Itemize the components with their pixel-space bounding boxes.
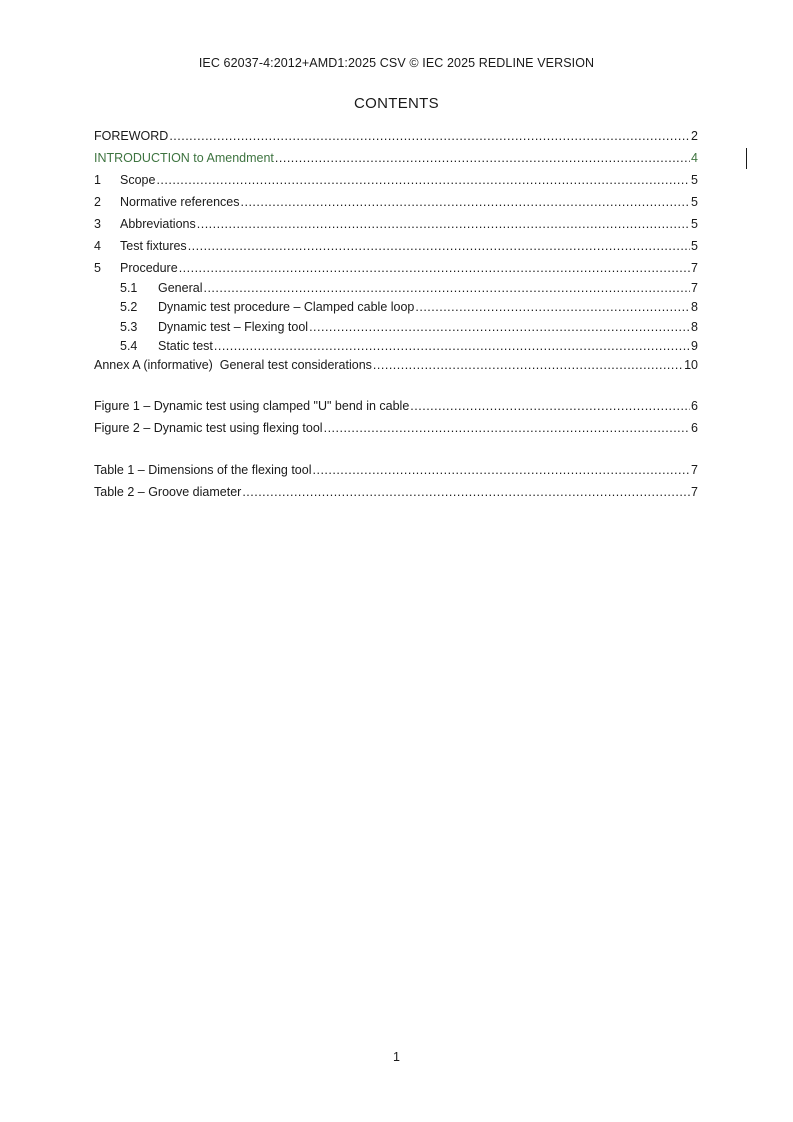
- toc-entry-dynamic-flexing[interactable]: [94, 318, 698, 337]
- dot-leader: [242, 481, 690, 503]
- toc-entry-text: Table 2 – Groove diameter: [94, 485, 242, 500]
- dot-leader: [241, 191, 691, 213]
- toc-entry-scope[interactable]: [94, 169, 698, 191]
- toc-entry-number: 5.1: [120, 281, 138, 295]
- toc-entry-text: Figure 1 – Dynamic test using clamped "U" bend in cable: [94, 399, 410, 414]
- toc-entry-procedure[interactable]: [94, 257, 698, 279]
- toc-entry-foreword[interactable]: [94, 125, 698, 147]
- toc-entry-normative-references[interactable]: [94, 191, 698, 213]
- toc-entry-text: Abbreviations: [120, 217, 196, 231]
- dot-leader: [188, 235, 690, 257]
- change-bar: [746, 148, 747, 169]
- dot-leader: [214, 337, 690, 356]
- toc-entry-number: 5.2: [120, 300, 138, 315]
- dot-leader: [324, 417, 690, 439]
- toc-entry-page: 5: [691, 195, 698, 209]
- dot-leader: [169, 125, 690, 147]
- toc-entry-table-2[interactable]: [94, 481, 698, 503]
- toc-entry-page: 6: [691, 421, 698, 436]
- toc-entry-page: 2: [691, 129, 698, 143]
- toc-entry-number: 5.4: [120, 338, 138, 353]
- toc-entry-static-test[interactable]: [94, 337, 698, 356]
- toc-entry-text: Figure 2 – Dynamic test using flexing tool: [94, 421, 323, 436]
- section-gap: [94, 439, 698, 459]
- toc-entry-number: 5: [94, 261, 101, 275]
- toc-entry-test-fixtures[interactable]: [94, 235, 698, 257]
- toc-entry-page: 8: [691, 300, 698, 315]
- document-header: IEC 62037-4:2012+AMD1:2025 CSV © IEC 2025 REDLINE VERSION: [198, 56, 595, 70]
- toc-entry-page: 9: [691, 338, 698, 353]
- dot-leader: [203, 279, 690, 298]
- toc-entry-page: 10: [684, 358, 698, 373]
- toc-entry-dynamic-clamped[interactable]: [94, 298, 698, 317]
- toc-entry-text: Static test: [158, 338, 213, 353]
- dot-leader: [179, 257, 690, 279]
- toc-entry-introduction[interactable]: [94, 147, 698, 169]
- toc-entry-figure-2[interactable]: [94, 417, 698, 439]
- toc-entry-number: 5.3: [120, 319, 138, 334]
- toc-entry-page: 6: [691, 399, 698, 414]
- toc-entry-page: 5: [691, 217, 698, 231]
- toc-entry-page: 7: [691, 463, 698, 478]
- toc-entry-text: INTRODUCTION to Amendment: [94, 151, 274, 165]
- dot-leader: [410, 395, 690, 417]
- toc-entry-abbreviations[interactable]: [94, 213, 698, 235]
- toc-entry-number: 1: [94, 173, 101, 187]
- toc-entry-text: Test fixtures: [120, 239, 187, 253]
- toc-entry-page: 4: [691, 151, 698, 165]
- toc-entry-number: 2: [94, 195, 101, 209]
- toc-entry-number: 4: [94, 239, 101, 253]
- dot-leader: [313, 459, 691, 481]
- toc-entry-annex-a[interactable]: [94, 356, 698, 375]
- toc-entry-number: 3: [94, 217, 101, 231]
- table-of-contents: [94, 125, 698, 503]
- toc-entry-figure-1[interactable]: [94, 395, 698, 417]
- toc-entry-page: 5: [691, 173, 698, 187]
- dot-leader: [275, 147, 690, 169]
- page-number: 1: [393, 1050, 400, 1064]
- toc-entry-page: 7: [691, 261, 698, 275]
- toc-entry-text: Table 1 – Dimensions of the flexing tool: [94, 463, 312, 478]
- toc-entry-text: Normative references: [120, 195, 240, 209]
- section-gap: [94, 375, 698, 395]
- toc-entry-text: Procedure: [120, 261, 178, 275]
- toc-entry-text: Dynamic test – Flexing tool: [158, 319, 309, 334]
- dot-leader: [156, 169, 690, 191]
- toc-entry-text: Dynamic test procedure – Clamped cable loop: [158, 300, 415, 315]
- toc-entry-page: 7: [691, 281, 698, 295]
- toc-entry-page: 5: [691, 239, 698, 253]
- toc-entry-page: 8: [691, 319, 698, 334]
- toc-entry-text: Annex A (informative) General test considerations: [94, 358, 372, 373]
- contents-title: CONTENTS: [354, 95, 439, 112]
- toc-entry-text: Scope: [120, 173, 156, 187]
- toc-entry-text: General: [158, 281, 203, 295]
- dot-leader: [309, 318, 690, 337]
- toc-entry-text: FOREWORD: [94, 129, 169, 143]
- toc-entry-page: 7: [691, 485, 698, 500]
- toc-entry-table-1[interactable]: [94, 459, 698, 481]
- toc-entry-general[interactable]: [94, 279, 698, 298]
- dot-leader: [415, 298, 690, 317]
- dot-leader: [373, 356, 683, 375]
- dot-leader: [197, 213, 690, 235]
